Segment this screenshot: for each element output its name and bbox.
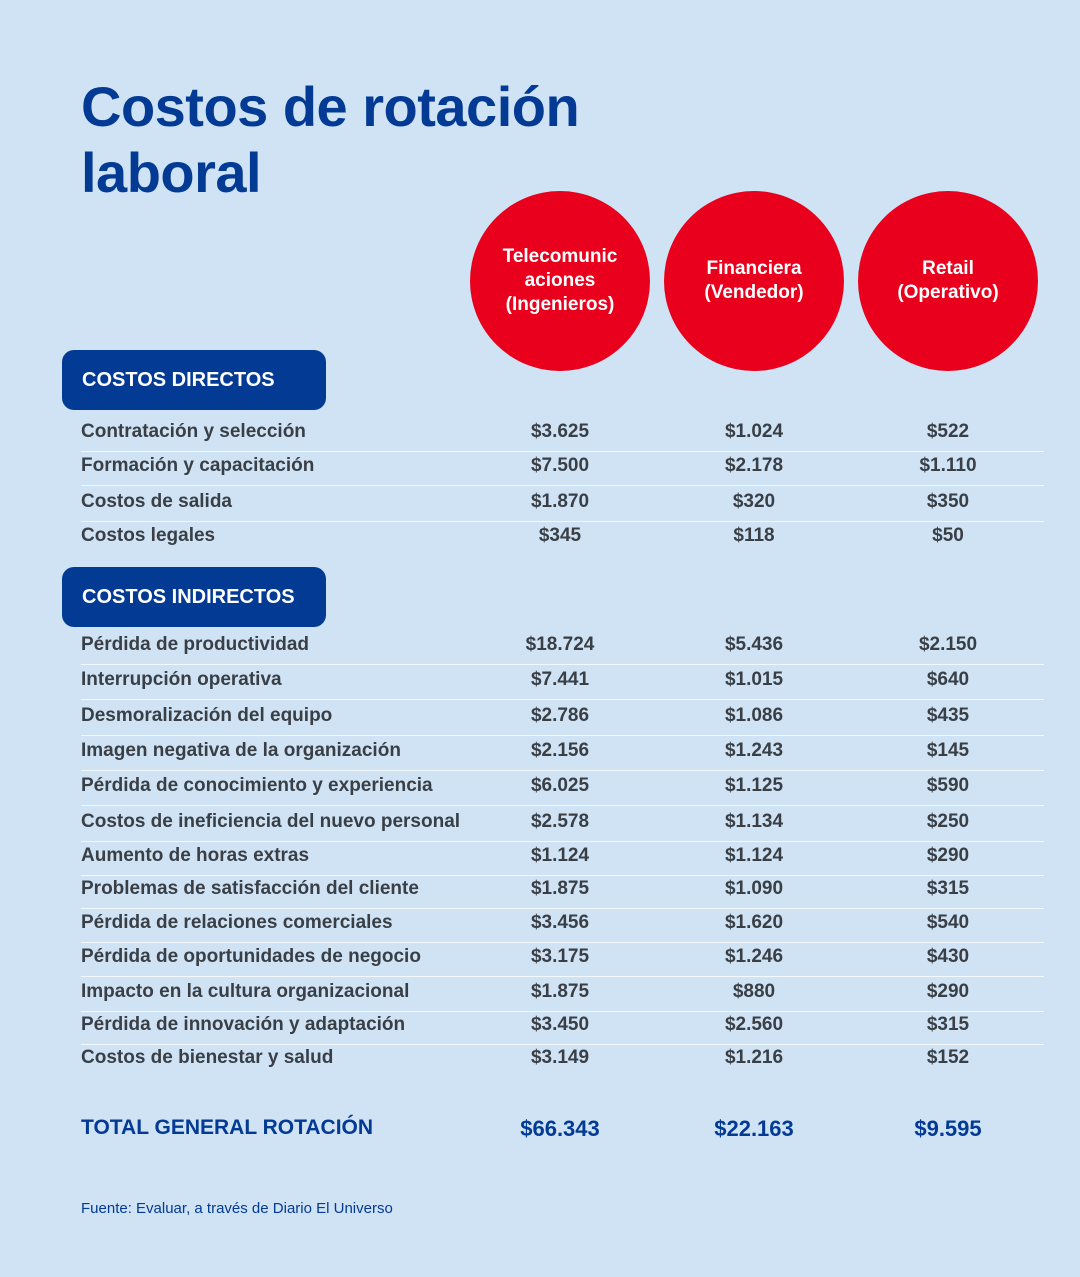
table-row <box>81 771 1044 806</box>
cell-value: $3.625 <box>530 421 590 442</box>
cell-value: $2.560 <box>724 1014 784 1035</box>
cell-value: $2.786 <box>530 705 590 726</box>
row-label: Impacto en la cultura organizacional <box>81 981 410 1002</box>
row-label: Costos de ineficiencia del nuevo personal <box>81 811 461 832</box>
cell-value: $2.156 <box>530 740 590 761</box>
total-row <box>81 1112 1044 1146</box>
cell-value: $345 <box>538 525 582 546</box>
table-row <box>81 908 1044 943</box>
cell-value: $435 <box>926 705 970 726</box>
cell-value: $1.124 <box>724 845 784 866</box>
row-label: Pérdida de oportunidades de negocio <box>81 946 421 967</box>
cell-value: $50 <box>932 525 964 546</box>
cell-value: $5.436 <box>724 634 784 655</box>
table-row <box>81 487 1044 522</box>
cell-value: $118 <box>733 525 775 546</box>
cell-value: $3.149 <box>530 1047 590 1068</box>
total-value: $9.595 <box>914 1116 982 1141</box>
table-row <box>81 874 1044 909</box>
cell-value: $880 <box>732 981 776 1002</box>
row-label: Interrupción operativa <box>81 669 282 690</box>
row-label: Pérdida de innovación y adaptación <box>81 1014 406 1035</box>
row-label: Costos legales <box>81 525 216 546</box>
table-row <box>81 451 1044 486</box>
row-label: Aumento de horas extras <box>81 845 310 866</box>
row-label: Imagen negativa de la organización <box>81 740 401 761</box>
cell-value: $1.875 <box>530 981 590 1002</box>
cell-value: $640 <box>926 669 970 690</box>
cell-value: $2.178 <box>724 455 784 476</box>
table-row <box>81 417 1044 452</box>
cell-value: $3.450 <box>530 1014 590 1035</box>
cell-value: $145 <box>926 740 970 761</box>
cell-value: $1.125 <box>724 775 784 796</box>
table-row <box>81 841 1044 876</box>
cell-value: $6.025 <box>530 775 590 796</box>
table-row <box>81 942 1044 977</box>
table-row <box>81 521 1044 555</box>
column-header-label: Telecomunic aciones (Ingenieros) <box>502 246 618 315</box>
cell-value: $7.500 <box>530 455 590 476</box>
table-row <box>81 1010 1044 1045</box>
cell-value: $1.015 <box>724 669 784 690</box>
cell-value: $320 <box>732 491 776 512</box>
row-label: Contratación y selección <box>81 421 306 442</box>
cell-value: $350 <box>926 491 970 512</box>
column-header-telecomunicaciones <box>470 191 650 371</box>
row-label: Formación y capacitación <box>81 455 315 476</box>
cell-value: $2.150 <box>918 634 978 655</box>
cell-value: $522 <box>926 421 970 442</box>
table-row <box>81 736 1044 771</box>
cell-value: $1.024 <box>724 421 784 442</box>
row-label: Pérdida de conocimiento y experiencia <box>81 775 433 796</box>
cell-value: $3.175 <box>530 946 590 967</box>
table-row <box>81 665 1044 700</box>
cell-value: $1.246 <box>724 946 784 967</box>
column-header-label: Retail (Operativo) <box>897 258 999 303</box>
cell-value: $7.441 <box>530 669 590 690</box>
cell-value: $315 <box>926 878 970 899</box>
table-row <box>81 1043 1044 1077</box>
total-label: TOTAL GENERAL ROTACIÓN <box>81 1116 374 1139</box>
row-label: Costos de bienestar y salud <box>81 1047 334 1068</box>
cell-value: $152 <box>926 1047 970 1068</box>
cell-value: $2.578 <box>530 811 590 832</box>
table-row <box>81 977 1044 1012</box>
cell-value: $290 <box>926 981 970 1002</box>
total-value: $22.163 <box>714 1116 794 1141</box>
cell-value: $1.216 <box>724 1047 784 1068</box>
section-heading-indirect: COSTOS INDIRECTOS <box>62 567 326 627</box>
cell-value: $1.243 <box>724 740 784 761</box>
cell-value: $590 <box>926 775 970 796</box>
row-label: Costos de salida <box>81 491 232 512</box>
cell-value: $540 <box>926 912 970 933</box>
total-value: $66.343 <box>520 1116 600 1141</box>
cell-value: $1.620 <box>724 912 784 933</box>
page-title: Costos de rotación laboral <box>81 75 580 204</box>
cell-value: $1.870 <box>530 491 590 512</box>
column-header-label: Financiera (Vendedor) <box>704 258 804 303</box>
cell-value: $3.456 <box>530 912 590 933</box>
cell-value: $430 <box>926 946 970 967</box>
cell-value: $290 <box>926 845 970 866</box>
row-label: Pérdida de relaciones comerciales <box>81 912 393 933</box>
table-row <box>81 630 1044 665</box>
cell-value: $1.134 <box>724 811 784 832</box>
table-row <box>81 807 1044 842</box>
row-label: Pérdida de productividad <box>81 634 310 655</box>
cell-value: $315 <box>926 1014 970 1035</box>
cell-value: $1.090 <box>724 878 784 899</box>
cell-value: $250 <box>926 811 970 832</box>
column-header-retail <box>858 191 1038 371</box>
source-note: Fuente: Evaluar, a través de Diario El Universo <box>81 1200 393 1217</box>
section-heading-direct: COSTOS DIRECTOS <box>62 350 326 410</box>
row-label: Desmoralización del equipo <box>81 705 333 726</box>
cell-value: $1.124 <box>530 845 590 866</box>
column-header-financiera <box>664 191 844 371</box>
cell-value: $1.110 <box>919 455 977 476</box>
row-label: Problemas de satisfacción del cliente <box>81 878 419 899</box>
cell-value: $1.875 <box>530 878 590 899</box>
table-row <box>81 701 1044 736</box>
cell-value: $18.724 <box>525 634 595 655</box>
cell-value: $1.086 <box>724 705 784 726</box>
